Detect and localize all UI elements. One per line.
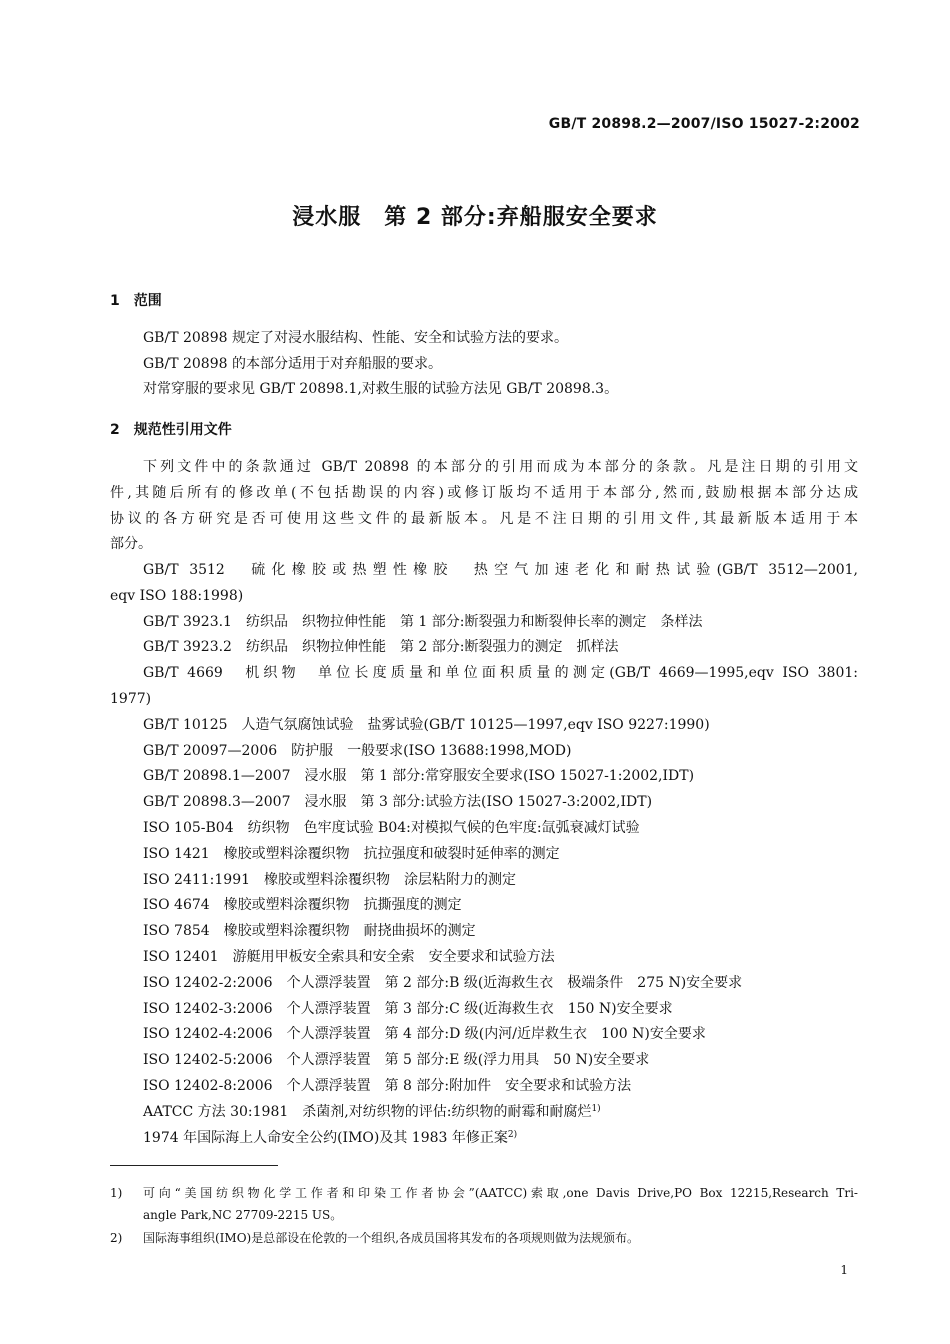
section-1-heading: 1 范围 — [110, 293, 162, 309]
paragraph-line: 件,其随后所有的修改单(不包括勘误的内容)或修订版均不适用于本部分,然而,鼓励根据本部分达成 — [110, 485, 858, 501]
reference-item-continuation: eqv ISO 188:1998) — [110, 588, 244, 604]
document-title: 浸水服 第 2 部分:弃船服安全要求 — [292, 205, 658, 230]
reference-item: GB/T 3923.1 纺织品 织物拉伸性能 第 1 部分:断裂强力和断裂伸长率的测定 条样法 — [143, 614, 703, 630]
reference-item — [143, 1129, 517, 1147]
reference-item — [143, 1103, 601, 1121]
paragraph-line: 协议的各方研究是否可使用这些文件的最新版本。凡是不注日期的引用文件,其最新版本适用于本 — [110, 511, 858, 527]
reference-item: ISO 1421 橡胶或塑料涂覆织物 抗拉强度和破裂时延伸率的测定 — [143, 846, 560, 862]
footnote-separator — [110, 1165, 278, 1166]
section-2-heading: 2 规范性引用文件 — [110, 422, 232, 438]
paragraph-line: 部分。 — [110, 536, 152, 552]
reference-item: ISO 2411:1991 橡胶或塑料涂覆织物 涂层粘附力的测定 — [143, 872, 517, 888]
section-1-line: GB/T 20898 规定了对浸水服结构、性能、安全和试验方法的要求。 — [143, 330, 568, 346]
reference-item: GB/T 3512 硫化橡胶或热塑性橡胶 热空气加速老化和耐热试验(GB/T 3512—2001, — [143, 562, 858, 578]
reference-item: GB/T 10125 人造气氛腐蚀试验 盐雾试验(GB/T 10125—1997,eqv ISO 9227:1990) — [143, 717, 710, 733]
page-number: 1 — [840, 1263, 848, 1277]
reference-item: ISO 12402-5:2006 个人漂浮装置 第 5 部分:E 级(浮力用具 50 N)安全要求 — [143, 1052, 650, 1068]
section-1-line: GB/T 20898 的本部分适用于对弃船服的要求。 — [143, 356, 442, 372]
reference-item: ISO 105-B04 纺织物 色牢度试验 B04:对模拟气候的色牢度:氙弧衰减灯试验 — [143, 820, 640, 836]
reference-item: ISO 12402-2:2006 个人漂浮装置 第 2 部分:B 级(近海救生衣 极端条件 275 N)安全要求 — [143, 975, 743, 991]
section-1-line: 对常穿服的要求见 GB/T 20898.1,对救生服的试验方法见 GB/T 20898.3。 — [143, 381, 619, 397]
footnote-text-continuation: angle Park,NC 27709-2215 US。 — [143, 1208, 343, 1222]
reference-item: ISO 12402-3:2006 个人漂浮装置 第 3 部分:C 级(近海救生衣 150 N)安全要求 — [143, 1001, 673, 1017]
footnote-number: 1) — [110, 1186, 123, 1200]
reference-text: AATCC 方法 30:1981 杀菌剂,对纺织物的评估:纺织物的耐霉和耐腐烂 — [143, 1104, 592, 1120]
footnote-marker: 2) — [507, 1130, 518, 1140]
footnote-number: 2) — [110, 1231, 123, 1245]
footnote-text: 国际海事组织(IMO)是总部设在伦敦的一个组织,各成员国将其发布的各项规则做为法规颁布。 — [143, 1231, 640, 1245]
paragraph-line: 下列文件中的条款通过 GB/T 20898 的本部分的引用而成为本部分的条款。凡是注日期的引用文 — [143, 459, 858, 475]
reference-item: GB/T 20898.3—2007 浸水服 第 3 部分:试验方法(ISO 15027-3:2002,IDT) — [143, 794, 653, 810]
footnote-text: 可向“美国纺织物化学工作者和印染工作者协会”(AATCC)索取,one Davis Drive,PO Box 12215,Research Tri- — [143, 1186, 858, 1200]
reference-text: 1974 年国际海上人命安全公约(IMO)及其 1983 年修正案 — [143, 1130, 508, 1146]
reference-item: ISO 12402-4:2006 个人漂浮装置 第 4 部分:D 级(内河/近岸救生衣 100 N)安全要求 — [143, 1026, 706, 1042]
reference-item: GB/T 20097—2006 防护服 一般要求(ISO 13688:1998,MOD) — [143, 743, 572, 759]
reference-item: ISO 7854 橡胶或塑料涂覆织物 耐挠曲损坏的测定 — [143, 923, 476, 939]
standard-code: GB/T 20898.2—2007/ISO 15027-2:2002 — [548, 116, 860, 132]
reference-item-continuation: 1977) — [110, 691, 152, 707]
reference-item: GB/T 4669 机织物 单位长度质量和单位面积质量的测定(GB/T 4669—1995,eqv ISO 3801: — [143, 665, 858, 681]
footnote-marker: 1) — [591, 1104, 601, 1114]
reference-item: ISO 4674 橡胶或塑料涂覆织物 抗撕强度的测定 — [143, 897, 462, 913]
reference-item: GB/T 3923.2 纺织品 织物拉伸性能 第 2 部分:断裂强力的测定 抓样法 — [143, 639, 619, 655]
reference-item: ISO 12401 游艇用甲板安全索具和安全索 安全要求和试验方法 — [143, 949, 555, 965]
reference-item: GB/T 20898.1—2007 浸水服 第 1 部分:常穿服安全要求(ISO 15027-1:2002,IDT) — [143, 768, 695, 784]
reference-item: ISO 12402-8:2006 个人漂浮装置 第 8 部分:附加件 安全要求和试验方法 — [143, 1078, 632, 1094]
